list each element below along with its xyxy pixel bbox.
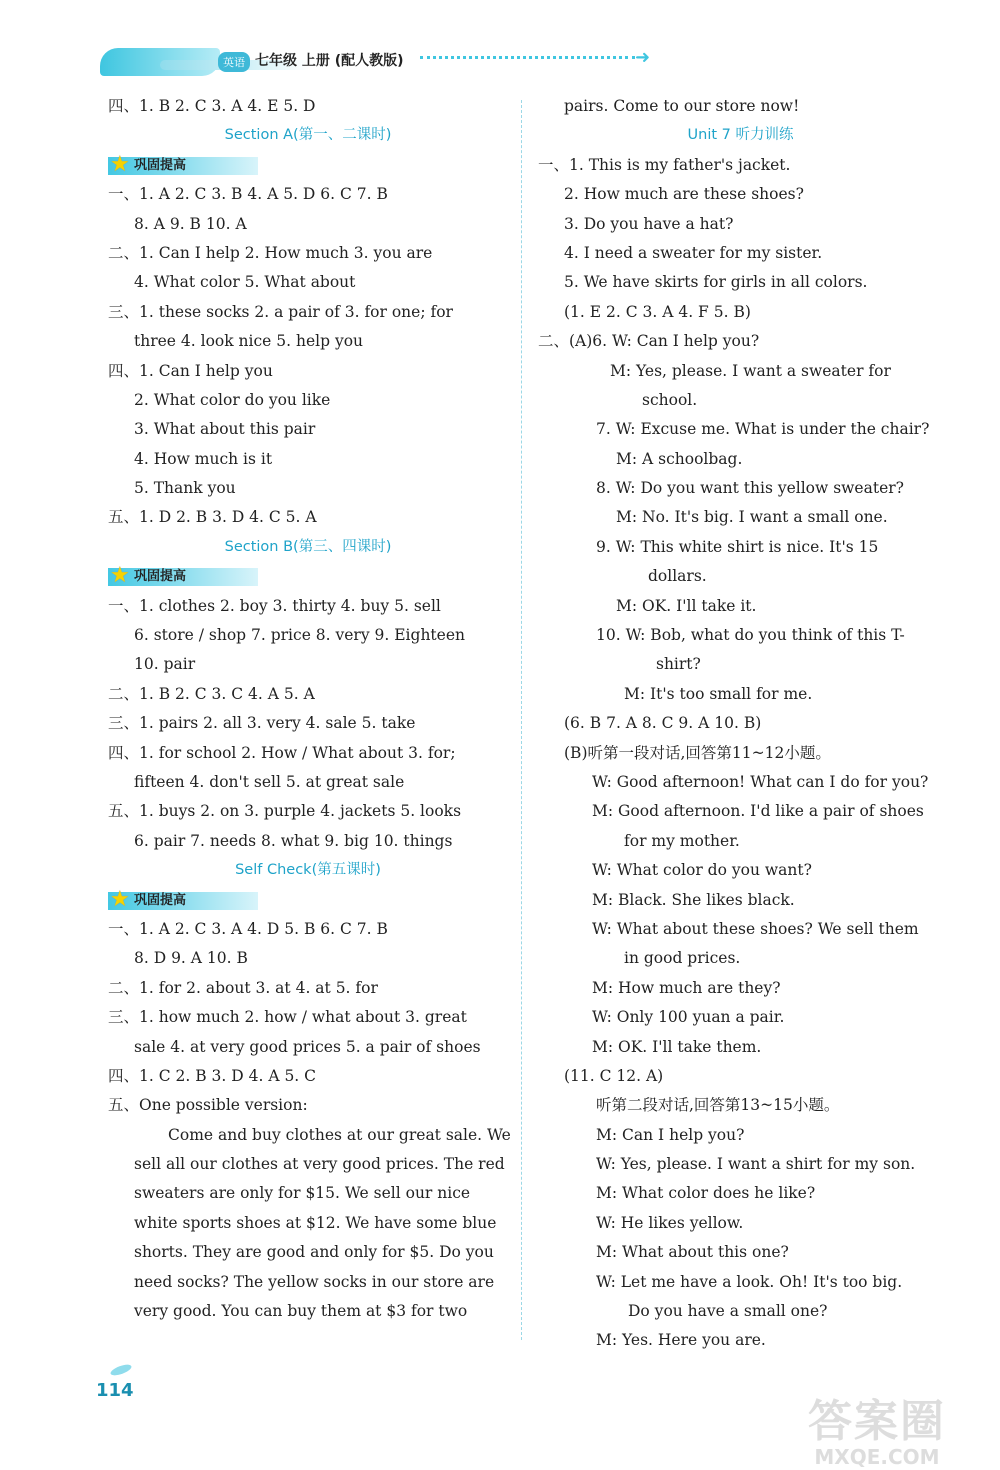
header-dotted-line (420, 56, 635, 59)
answer-line: 二、1. for 2. about 3. at 4. at 5. for (108, 978, 378, 997)
answer-line: 四、1. C 2. B 3. D 4. A 5. C (108, 1066, 317, 1085)
page-header (100, 42, 660, 82)
essay-line: Come and buy clothes at our great sale. We (168, 1125, 511, 1144)
answer-line: 三、1. these socks 2. a pair of 3. for one; for (108, 302, 453, 321)
script-line: W: Good afternoon! What can I do for you? (592, 772, 929, 791)
essay-line: very good. You can buy them at $3 for two (134, 1302, 468, 1321)
answer-line: 6. store / shop 7. price 8. very 9. Eighteen (134, 626, 465, 645)
instruction-line: 听第二段对话,回答第13~15小题。 (596, 1096, 840, 1115)
essay-line: need socks? The yellow socks in our store are (134, 1272, 495, 1291)
script-line: M: Can I help you? (596, 1125, 745, 1144)
script-line: 4. I need a sweater for my sister. (564, 243, 823, 262)
answer-line: three 4. look nice 5. help you (134, 332, 364, 351)
star-icon: ★ (110, 886, 130, 912)
script-line: W: Let me have a look. Oh! It's too big. (596, 1272, 903, 1291)
tag-label: 巩固提高 (134, 157, 187, 173)
star-icon: ★ (110, 563, 130, 589)
essay-line: sell all our clothes at very good prices. The red (134, 1155, 505, 1174)
section-title: Section B(第三、四课时) (224, 538, 392, 555)
answer-line: 五、1. D 2. B 3. D 4. C 5. A (108, 508, 317, 527)
script-line: Do you have a small one? (628, 1302, 828, 1321)
script-line: W: What about these shoes? We sell them (592, 919, 919, 938)
script-line: W: Yes, please. I want a shirt for my son. (596, 1155, 916, 1174)
answer-line: 三、1. pairs 2. all 3. very 4. sale 5. take (108, 714, 416, 733)
answer-line: 二、1. B 2. C 3. C 4. A 5. A (108, 684, 315, 703)
script-line: 7. W: Excuse me. What is under the chair? (596, 420, 930, 439)
answer-line: (1. E 2. C 3. A 4. F 5. B) (564, 302, 751, 321)
script-line: in good prices. (624, 949, 741, 968)
answer-line: 三、1. how much 2. how / what about 3. great (108, 1008, 467, 1027)
answer-line: 一、1. A 2. C 3. B 4. A 5. D 6. C 7. B (108, 185, 388, 204)
answer-line: (11. C 12. A) (564, 1066, 664, 1085)
answer-line: 五、One possible version: (108, 1096, 308, 1115)
subject-badge: 英语 (218, 52, 250, 72)
script-line: M: Black. She likes black. (592, 890, 795, 909)
section-title: Unit 7 听力训练 (687, 127, 794, 144)
instruction-line: (B)听第一段对话,回答第11~12小题。 (564, 743, 831, 762)
section-tag (108, 886, 508, 915)
script-line: 10. W: Bob, what do you think of this T- (596, 626, 905, 645)
left-column (108, 92, 511, 1326)
right-column (538, 92, 943, 1356)
answer-line: 4. What color 5. What about (134, 273, 356, 292)
page-number: 114 (96, 1380, 134, 1401)
answer-line: 3. What about this pair (134, 420, 316, 439)
script-line: dollars. (648, 567, 707, 586)
section-tag (108, 151, 508, 180)
script-line: M: It's too small for me. (624, 684, 813, 703)
tag-label: 巩固提高 (134, 569, 187, 585)
script-line: school. (642, 390, 698, 409)
section-title: Section A(第一、二课时) (224, 127, 392, 144)
watermark-url: MXQE.COM (814, 1445, 940, 1469)
script-line: W: What color do you want? (592, 861, 812, 880)
answer-line: 8. A 9. B 10. A (134, 214, 247, 233)
script-line: 2. How much are these shoes? (564, 185, 804, 204)
answer-line: 五、1. buys 2. on 3. purple 4. jackets 5. looks (108, 802, 462, 821)
arrow-right-icon: ➜ (635, 47, 651, 68)
script-line: 二、(A)6. W: Can I help you? (538, 332, 760, 351)
script-line: M: Yes, please. I want a sweater for (610, 361, 891, 380)
answer-line: 2. What color do you like (134, 390, 331, 409)
answer-line: 四、1. B 2. C 3. A 4. E 5. D (108, 97, 316, 115)
answer-line: 8. D 9. A 10. B (134, 949, 248, 968)
answer-line: 10. pair (134, 655, 196, 674)
answer-line: fifteen 4. don't sell 5. at great sale (134, 772, 405, 791)
answer-line: (6. B 7. A 8. C 9. A 10. B) (564, 714, 762, 733)
section-title: Self Check(第五课时) (235, 862, 381, 879)
answer-line: sale 4. at very good prices 5. a pair of shoes (134, 1037, 481, 1056)
answer-line: 一、1. clothes 2. boy 3. thirty 4. buy 5. sell (108, 596, 441, 615)
essay-line: sweaters are only for $15. We sell our nice (134, 1184, 471, 1203)
script-line: 8. W: Do you want this yellow sweater? (596, 479, 904, 498)
header-title: 七年级 上册 (配人教版) (255, 53, 404, 69)
answer-line: 四、1. for school 2. How / What about 3. for; (108, 743, 456, 762)
script-line: M: What color does he like? (596, 1184, 816, 1203)
watermark-logo-text: 答案圈 (808, 1396, 946, 1447)
script-line: M: A schoolbag. (616, 449, 743, 468)
answer-line: 四、1. Can I help you (108, 361, 273, 380)
section-tag (108, 562, 508, 591)
script-line: M: OK. I'll take them. (592, 1037, 762, 1056)
script-line: M: Yes. Here you are. (596, 1331, 766, 1350)
essay-line: pairs. Come to our store now! (564, 97, 800, 115)
script-line: 9. W: This white shirt is nice. It's 15 (596, 537, 879, 556)
answer-line: 5. Thank you (134, 479, 236, 498)
watermark (808, 1385, 946, 1469)
script-line: shirt? (656, 655, 701, 674)
answer-line: 二、1. Can I help 2. How much 3. you are (108, 243, 433, 262)
answer-line: 4. How much is it (134, 449, 273, 468)
script-line: 5. We have skirts for girls in all colors. (564, 273, 868, 292)
star-icon: ★ (110, 151, 130, 177)
essay-line: white sports shoes at $12. We have some blue (134, 1213, 497, 1232)
script-line: 3. Do you have a hat? (564, 214, 734, 233)
script-line: for my mother. (624, 831, 740, 850)
column-divider (521, 100, 522, 1340)
script-line: W: Only 100 yuan a pair. (592, 1008, 785, 1027)
script-line: M: Good afternoon. I'd like a pair of shoes (592, 802, 924, 821)
essay-line: shorts. They are good and only for $5. Do you (134, 1243, 494, 1262)
script-line: M: How much are they? (592, 978, 781, 997)
tag-label: 巩固提高 (134, 892, 187, 908)
script-line: 一、1. This is my father's jacket. (538, 155, 791, 174)
answer-line: 一、1. A 2. C 3. A 4. D 5. B 6. C 7. B (108, 919, 388, 938)
leaf-decoration (109, 1362, 132, 1377)
answer-line: 6. pair 7. needs 8. what 9. big 10. things (134, 831, 453, 850)
script-line: W: He likes yellow. (596, 1213, 744, 1232)
script-line: M: OK. I'll take it. (616, 596, 757, 615)
script-line: M: What about this one? (596, 1243, 789, 1262)
script-line: M: No. It's big. I want a small one. (616, 508, 888, 527)
